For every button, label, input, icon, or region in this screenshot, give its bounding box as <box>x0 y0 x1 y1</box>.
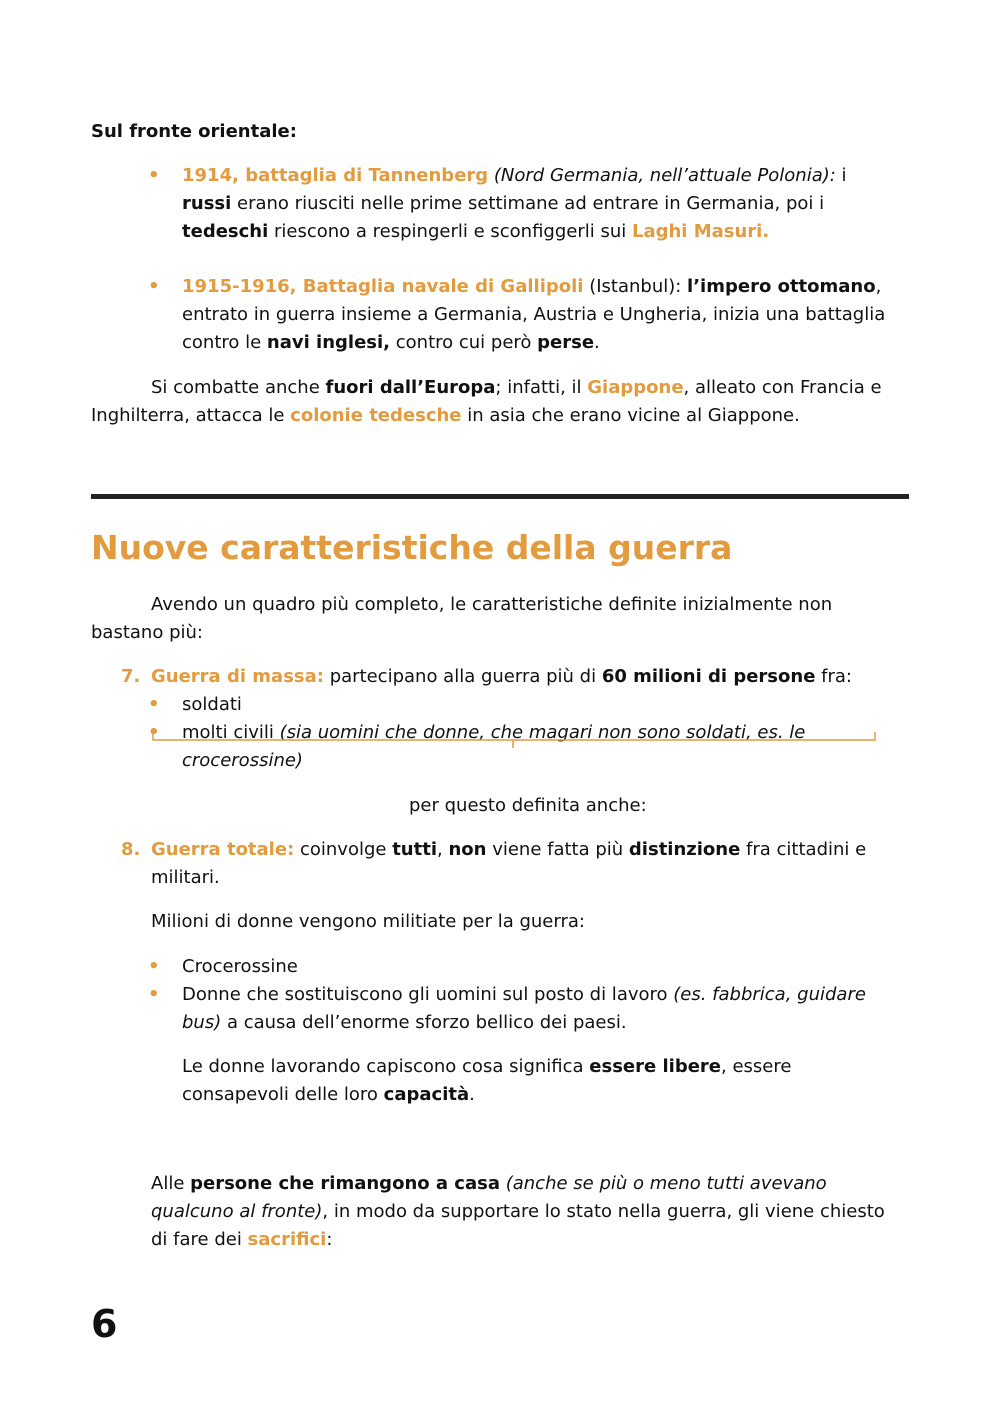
item8-line2: militari. <box>151 867 220 888</box>
women-intro: Milioni di donne vengono militiate per la guerra: <box>151 911 585 932</box>
east-item2-line3: contro le navi inglesi, contro cui però perse. <box>182 332 600 353</box>
bullet-icon: • <box>148 694 160 715</box>
east-item1-line1: 1914, battaglia di Tannenberg (Nord Germania, nell’attuale Polonia): i <box>182 165 847 186</box>
center-line: per questo definita anche: <box>409 795 647 816</box>
east-item2-line2: entrato in guerra insieme a Germania, Austria e Ungheria, inizia una battaglia <box>182 304 886 325</box>
battle-tannenberg: 1914, battaglia di Tannenberg <box>182 165 489 186</box>
section-intro-line2: bastano più: <box>91 622 203 643</box>
east-heading: Sul fronte orientale: <box>91 121 297 142</box>
home-line1: Alle persone che rimangono a casa (anche se più o meno tutti avevano <box>151 1173 827 1194</box>
bullet-icon: • <box>148 722 160 743</box>
women-bullet1: Crocerossine <box>182 956 298 977</box>
page-number: 6 <box>91 1302 118 1346</box>
item7-line1: Guerra di massa: partecipano alla guerra più di 60 milioni di persone fra: <box>151 666 852 687</box>
item7-sub1: soldati <box>182 694 242 715</box>
bullet-icon: • <box>148 276 160 297</box>
home-line2: qualcuno al fronte), in modo da supportare lo stato nella guerra, gli viene chiesto <box>151 1201 885 1222</box>
bullet-icon: • <box>148 956 160 977</box>
bullet-icon: • <box>148 984 160 1005</box>
list-number: 8. <box>121 839 141 860</box>
item8-line1: Guerra totale: coinvolge tutti, non viene fatta più distinzione fra cittadini e <box>151 839 867 860</box>
item7-sub2-line2: crocerossine) <box>182 750 303 771</box>
women-para-line1: Le donne lavorando capiscono cosa significa essere libere, essere <box>182 1056 792 1077</box>
east-item2-line1: 1915-1916, Battaglia navale di Gallipoli (Istanbul): l’impero ottomano, <box>182 276 882 297</box>
section-intro-line1: Avendo un quadro più completo, le caratteristiche definite inizialmente non <box>151 594 833 615</box>
battle-gallipoli: 1915-1916, Battaglia navale di Gallipoli <box>182 276 584 297</box>
women-bullet2-line2: bus) a causa dell’enorme sforzo bellico dei paesi. <box>182 1012 627 1033</box>
east-para-line1: Si combatte anche fuori dall’Europa; infatti, il Giappone, alleato con Francia e <box>151 377 882 398</box>
women-para-line2: consapevoli delle loro capacità. <box>182 1084 475 1105</box>
item7-sub2-line1: molti civili (sia uomini che donne, che magari non sono soldati, es. le <box>182 722 806 743</box>
home-line3: di fare dei sacrifici: <box>151 1229 333 1250</box>
women-bullet2-line1: Donne che sostituiscono gli uomini sul posto di lavoro (es. fabbrica, guidare <box>182 984 866 1005</box>
list-number: 7. <box>121 666 141 687</box>
east-para-line2: Inghilterra, attacca le colonie tedesche in asia che erano vicine al Giappone. <box>91 405 800 426</box>
section-title: Nuove caratteristiche della guerra <box>91 528 733 567</box>
section-divider <box>91 494 909 499</box>
east-item1-line2: russi erano riusciti nelle prime settimane ad entrare in Germania, poi i <box>182 193 825 214</box>
east-item1-line3: tedeschi riescono a respingerli e sconfiggerli sui Laghi Masuri. <box>182 221 770 242</box>
bullet-icon: • <box>148 165 160 186</box>
